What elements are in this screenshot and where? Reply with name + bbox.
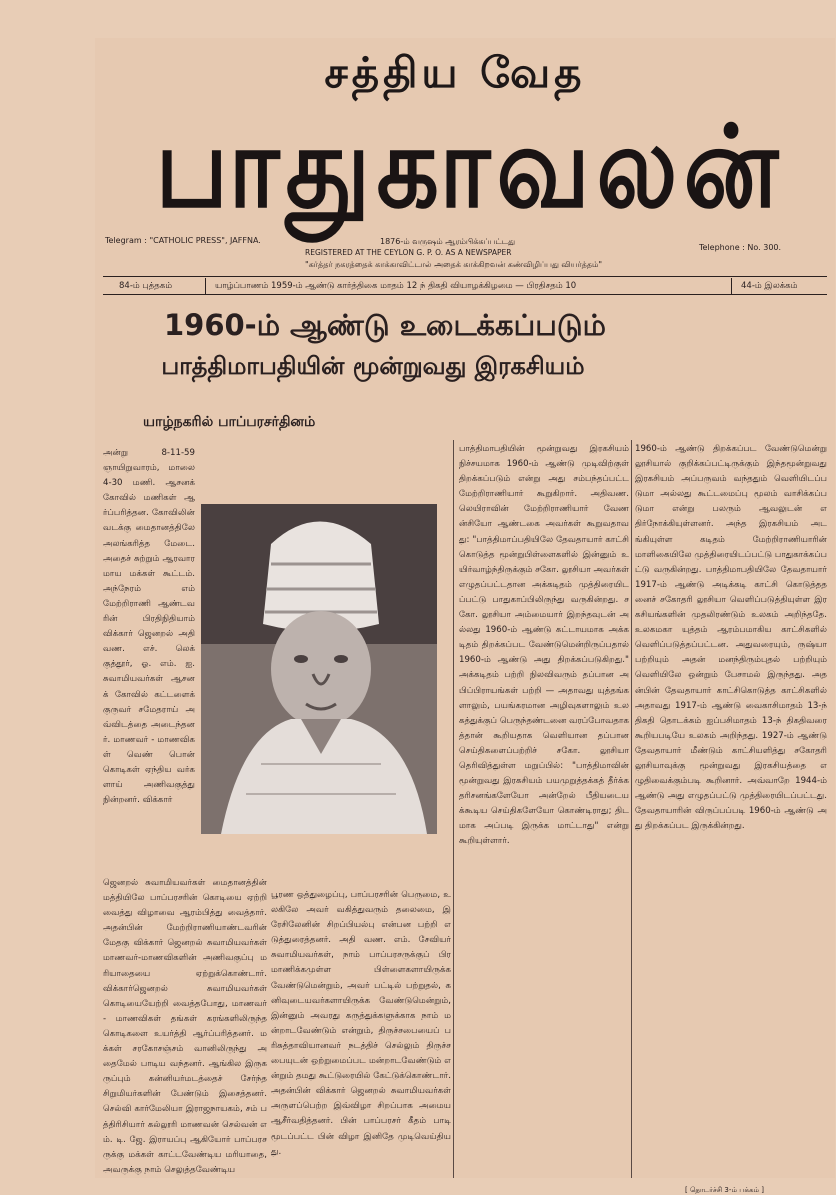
pope-portrait-icon bbox=[201, 504, 437, 834]
dateline-divider bbox=[731, 278, 732, 294]
registration-note: REGISTERED AT THE CEYLON G. P. O. AS A NEWSPAPER bbox=[305, 248, 512, 257]
article-column-3: பாத்திமாபதியின் மூன்றுவது இரகசியம் நிச்சயமாக 1960-ம் ஆண்டு முடிவிற்குள் திறக்கப்படும் என்று அது சம்பந்தப்பட்ட மேற்றிராணியார் கூறுகிறார். அதிவண. லெயிராவின் மேற்றிராணியார் வேணன்சியோ ஆண்டகை அவர்கள் கூறுவதாவது: "பாத்திமாப்பதியிலே தேவதாயார் காட்சி கொடுத்த மூன்றுபிள்ளைகளில் இன்னும் உயிர்வாழ்ந்திருக்கும் சகோ. லூசியா அவர்கள் எழுதப்பட்டதான அக்கடிதம் முத்திரையிடப்பட்டு பாதுகாப்பிலிருந்து வருகின்றது. சகோ. லூசியா அம்மையார் இறந்தவுடன் அல்லது 1960-ம் ஆண்டு கட்டாயமாக அக்கடிதம் திறக்கப்பட வேண்டுமென்றிருப்பதால் 1960-ம் ஆண்டு அது திறக்கப்படுகிறது." அக்கடிதம் பற்றி நிலவிவரும் தப்பான அபிப்பிராயங்கள் பற்றி — அதாவது யுத்தங்களாலும், பயங்கரமான அழிவுகளாலும் உலகத்துக்குப் பெருந்தண்டனை வரப்போவதாகத்தான் கூறியதாக வெளியான தப்பான செய்திகளைப்பற்றிச் சகோ. லூசியா தெரிவித்துள்ள மறுப்பில்: "பாத்திமாவின் மூன்றுவது இரகசியம் பயமுறுத்தக்கத் தீர்க்கதரிசனங்களேயோ அன்றேல் பீதியடையக்கூடிய செய்திகளேயோ கொண்டிராது; திடமாக அப்படி இருக்க மாட்டாது" என்று கூறியுள்ளார். bbox=[459, 444, 629, 847]
column-divider bbox=[453, 440, 454, 1178]
pope-portrait-photo bbox=[201, 504, 437, 834]
dateline-bottom-rule bbox=[103, 294, 827, 295]
telephone-number: Telephone : No. 300. bbox=[699, 243, 782, 252]
dateline-top-rule bbox=[103, 276, 827, 277]
masthead-name: பாதுகாவலன் bbox=[155, 102, 785, 234]
issue-date: யாழ்ப்பாணம் 1959-ம் ஆண்டு கார்த்திகை மாதம் 12 ந் திகதி வியாழக்கிழமை — பிரதிசதம் 10 bbox=[215, 281, 577, 291]
headline-line-1: 1960-ம் ஆண்டு உடைக்கப்படும் bbox=[163, 308, 607, 342]
newspaper-page bbox=[95, 38, 835, 1194]
masthead-motto: "கர்த்தர் நகரத்தைக் காக்காவிட்டால் அதைக் காக்கிறவன் கண்விழிப்பது வியர்த்தம்" bbox=[305, 260, 603, 269]
article-column-2: பூரண ஒத்துழைப்பு, பாப்பரசரின் பெருமை, உலகிலே அவர் வகித்துவரும் தலைமை, இரேசிலேனின் சிறப்பியல்பு என்பன பற்றி எடுத்துரைத்தனர். அதி வண. எம். சேவியர் சுவாமியவர்கள், நாம் பாப்பரசருக்குப் பிரமாணிக்கமுள்ள பிள்ளைகளாயிருக்க வேண்டுமென்றும், அவர் பட்டில் பற்றுதல், கனிவுடையவர்களாயிருக்க வேண்டுமென்றும், இன்னும் அவரது கருத்துக்களுக்காக நாம் மன்றாடவேண்டும் என்றும், திருச்சபையைப் பரிசுத்தாவியானவர் நடத்திச் செல்லும் திருச்சபையுடன் ஒற்றுமைப்பட மன்றாடவேண்டும் என்றும் தமது கூட்டுரையில் கேட்டுக்கொண்டார். அதன்பின் விக்கார் ஜெனறல் சுவாமியவர்கள் அருளப்பெற்ற இவ்விழா சிறப்பாக அமைய ஆசீர்வதித்தனர். பின் பாப்பரசர் கீதம் பாடி மூடப்பட்ட பின் விழா இனிதே முடிவெய்தியது. bbox=[271, 890, 451, 1157]
column-divider bbox=[631, 440, 632, 1178]
volume-number: 84-ம் புத்தகம் bbox=[119, 281, 173, 291]
article-column-1-bottom: ஜெனறல் சுவாமியவர்கள் மைதானத்தின் மத்தியிலே பாப்பரசரின் கொடியை ஏற்றி வைத்து விழாவை ஆரம்பித்து வைத்தார். அதன்பின் மேற்றிராணியாண்டவரின் மேதகு விக்கார் ஜெனறல் சுவாமியவர்கள் மாணவர்-மாணவிகளின் அணிவகுப்பு மரியாதையை ஏற்றுக்கொண்டார். விக்கார்ஜெனறல் சுவாமியவர்கள் கொடியையேற்றி வைத்தபோது, மாணவர் - மாணவிகள் தங்கள் கரங்களிலிருந்த கொடிகளை உயர்த்தி ஆர்ப்பரித்தனர். மக்கள் சரகோசஞ்சம் வானிலிருந்து அதைமேல் பாடிய வந்தனர். ஆங்கில இருகருப்பும் கன்னியர்மடத்தைச் சேர்ந்த சிறுமியர்களின் பேண்டும் இசைத்தனர். செல்வி கார்மேலியா இராஜநாயகம், சம் பத்திரிசியார் கல்லூரி மாணவன் செல்வன் எம். டி. ஜே. இராயப்பு ஆகியோர் பாப்பரசருக்கு மக்கள் காட்டவேண்டிய மரியாதை, அவருக்கு நாம் செலுத்தவேண்டிய bbox=[103, 878, 267, 1175]
telegram-address: Telegram : "CATHOLIC PRESS", JAFFNA. bbox=[105, 236, 261, 245]
article-subhead: யாழ்நகரில் பாப்பரசர்தினம் bbox=[143, 414, 316, 430]
headline-line-2: பாத்திமாபதியின் மூன்றுவது இரகசியம் bbox=[161, 352, 585, 380]
article-column-4: 1960-ம் ஆண்டு திறக்கப்பட வேண்டுமென்று லூசியால் குறிக்கப்பட்டிருக்கும் இந்தமூன்றுவது இரகசியம் அப்பருவம் வந்ததும் வெளியிடப்படுமா அல்லது கூட்டமைப்பு மூலம் வாசிக்கப்படுமா என்று பலரும் ஆவலுடன் எதிர்நோக்கியுள்ளனர். அந்த இரகசியம் அடங்கியுள்ள கடிதம் மேற்றிராணியாரின் மாளிகையிலே முத்திரையிடப்பட்டு பாதுகாக்கப்பட்டு வருகின்றது. பாத்திமாபதியிலே தேவதாயார் 1917-ம் ஆண்டு அடிக்கடி காட்சி கொடுத்ததனைச் சகோதரி லூசியா வெளிப்படுத்தியுள்ள இரகசியங்களின் முதலிரண்டும் உலகம் அறிந்ததே. உலகமகா யுத்தம் ஆரம்பமாகிய காட்சிகளில் வெளிப்படுத்தப்பட்டன. அதுவரையும், ருஷ்யா பற்றியும் அதன் மனந்திரும்புதல் பற்றியும் வெளியிலே ஒன்றும் பேசாமல் இருந்தது. அதன்பின் தேவதாயார் காட்சிகொடுத்த காட்சிகளில் அதாவது 1917-ம் ஆண்டு வைகாசிமாதம் 13-ந் திகதி தொடக்கம் ஐப்பசிமாதம் 13-ந் திகதிவரை கூறியபடியே உலகம் அறிந்தது. 1927-ம் ஆண்டு தேவதாயார் மீண்டும் காட்சியளித்து சகோதரி லூசியாவுக்கு மூன்றுவது இரகசியத்தை எழுதிவைக்கும்படி கூறினார். அவ்வாறே 1944-ம் ஆண்டு அது எழுதப்பட்டு முத்திரையிடப்பட்டது. தேவதாயாரின் விருப்பப்படி 1960-ம் ஆண்டு அது திறக்கப்பட இருக்கின்றது. bbox=[635, 444, 827, 832]
article-column-1-top: அன்று 8-11-59 ஞாயிறுவாரம், மாலை 4-30 மணி. ஆசனக் கோவில் மணிகள் ஆர்ப்பரித்தன. கோவிலின் வடக்கு மைதானத்திலே அலங்கரித்த மேடை. அதைச் சுற்றும் ஆரவாரமாய மக்கள் கூட்டம். அந்நேரம் எம் மேற்றிராணி ஆண்டவரின் பிரதிநிதியாம் விக்கார் ஜெனறல் அதி வண. எச். லெக் குத்தூர், ஓ. எம். ஐ. சுவாமியவர்கள் ஆசனக் கோவில் கட்டளைக் குருவர் சமேதராய் அவ்விடத்தை அடைந்தனர். மாணவர் - மாணவிகள் வெண் பொன் கொடிகள் ஏந்திய வர்களாய் அணிவகுத்து நின்றனர். விக்கார் bbox=[103, 448, 195, 806]
issue-number: 44-ம் இலக்கம் bbox=[741, 281, 798, 291]
dateline-divider bbox=[205, 278, 206, 294]
founded-note: 1876-ம் வருஷம் ஆரம்பிக்கப்பட்டது bbox=[380, 237, 516, 246]
masthead-supertitle: சத்திய வேத bbox=[324, 48, 586, 97]
continued-note: [ தொடர்ச்சி 3-ம் பக்கம் ] bbox=[685, 1186, 765, 1194]
